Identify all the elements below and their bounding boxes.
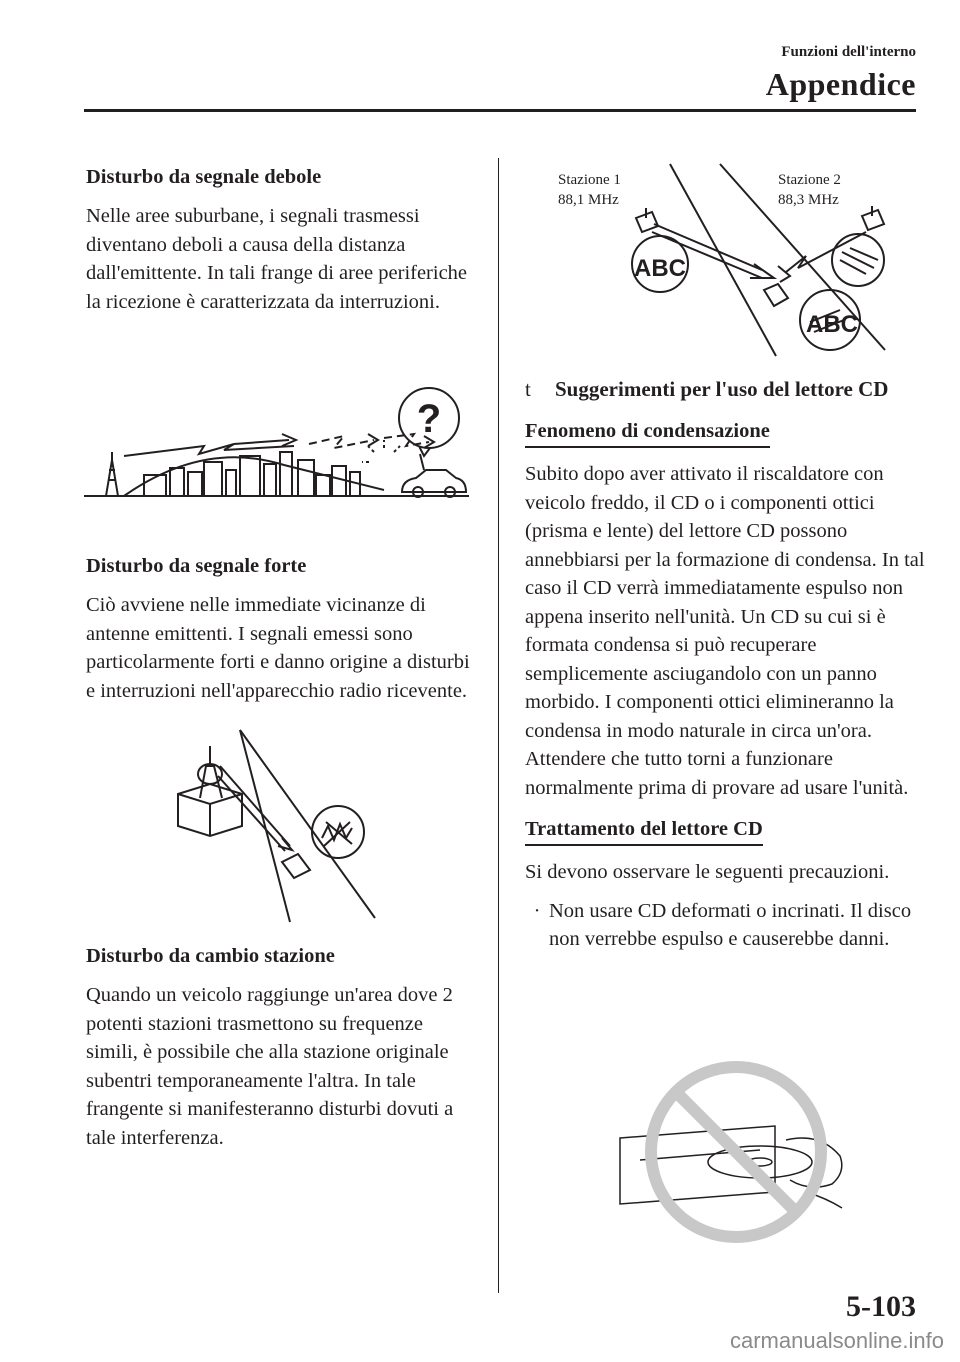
station1-freq: 88,1 MHz: [558, 192, 619, 208]
strong-signal-text: Ciò avviene nelle immediate vicinanze di antenne emittenti. I segnali emessi sono particolarmente forti e danno origine a disturbi e interruzioni nell'apparecchio radio ricevente.: [86, 594, 470, 702]
weak-signal-illustration: [84, 380, 474, 505]
station-change-title: Disturbo da cambio stazione: [86, 945, 335, 967]
condensation-title: Fenomeno di condensazione: [525, 417, 770, 448]
station-change-section: [86, 943, 472, 1152]
station2-freq: 88,3 MHz: [778, 192, 839, 208]
page-number: 5-103: [846, 1290, 916, 1323]
page-title: Appendice: [765, 66, 916, 102]
weak-signal-text: Nelle aree suburbane, i segnali trasmessi diventano deboli a causa della distanza dall'emittente. In tali frange di aree periferiche la ricezione è caratterizzata da interruzioni.: [86, 205, 468, 313]
cd-tips-heading: [525, 376, 925, 403]
cd-treatment-text: Si devono osservare le seguenti precauzioni.: [525, 861, 890, 883]
station2-name: Stazione 2: [778, 172, 841, 188]
list-item: [525, 897, 925, 954]
weak-signal-section: [86, 164, 472, 316]
strong-signal-section: [86, 553, 472, 705]
column-divider: [498, 158, 499, 1293]
station-change-text: Quando un veicolo raggiunge un'area dove 2 potenti stazioni trasmettono su frequenze simili, è possibile che alla stazione originale subentri temporaneamente l'altra. In tale frangente si manifesteranno disturbi dovuti a tale interferenza.: [86, 984, 454, 1149]
section-name: Funzioni dell'interno: [781, 44, 916, 60]
svg-text:?: ?: [416, 397, 442, 441]
header-rule: [84, 109, 916, 112]
station-change-illustration: [540, 160, 900, 360]
bullet-text: Non usare CD deformati o incrinati. Il disco non verrebbe espulso e causerebbe danni.: [549, 899, 912, 950]
no-damaged-cd-illustration: [600, 1052, 850, 1252]
weak-signal-title: Disturbo da segnale debole: [86, 166, 322, 188]
watermark: carmanualsonline.info: [729, 1328, 944, 1353]
cd-tips-section: [525, 376, 925, 954]
bullet-icon: ·: [533, 899, 541, 922]
condensation-text: Subito dopo aver attivato il riscaldatore con veicolo freddo, il CD o i componenti ottici (prisma e lente) del lettore CD possono annebbiarsi per la formazione di condensa. In tal caso il CD verrà immediatamente espulso non appena inserito nell'unità. Un CD su cui si è formata condensa si può recuperare semplicemente asciugandolo con un panno morbido. I componenti ottici elimineranno la condensa in modo naturale in circa un'ora. Attendere che tutto torni a funzionare normalmente prima di provare ad usare l'unità.: [525, 463, 925, 799]
svg-text:ABC: ABC: [806, 311, 858, 338]
tips-marker-icon: t: [525, 377, 531, 401]
strong-signal-title: Disturbo da segnale forte: [86, 555, 307, 577]
station1-name: Stazione 1: [558, 172, 621, 188]
svg-text:ABC: ABC: [634, 255, 686, 282]
cd-tips-title: Suggerimenti per l'uso del lettore CD: [555, 377, 889, 401]
strong-signal-illustration: [170, 726, 385, 926]
cd-treatment-title: Trattamento del lettore CD: [525, 815, 763, 846]
